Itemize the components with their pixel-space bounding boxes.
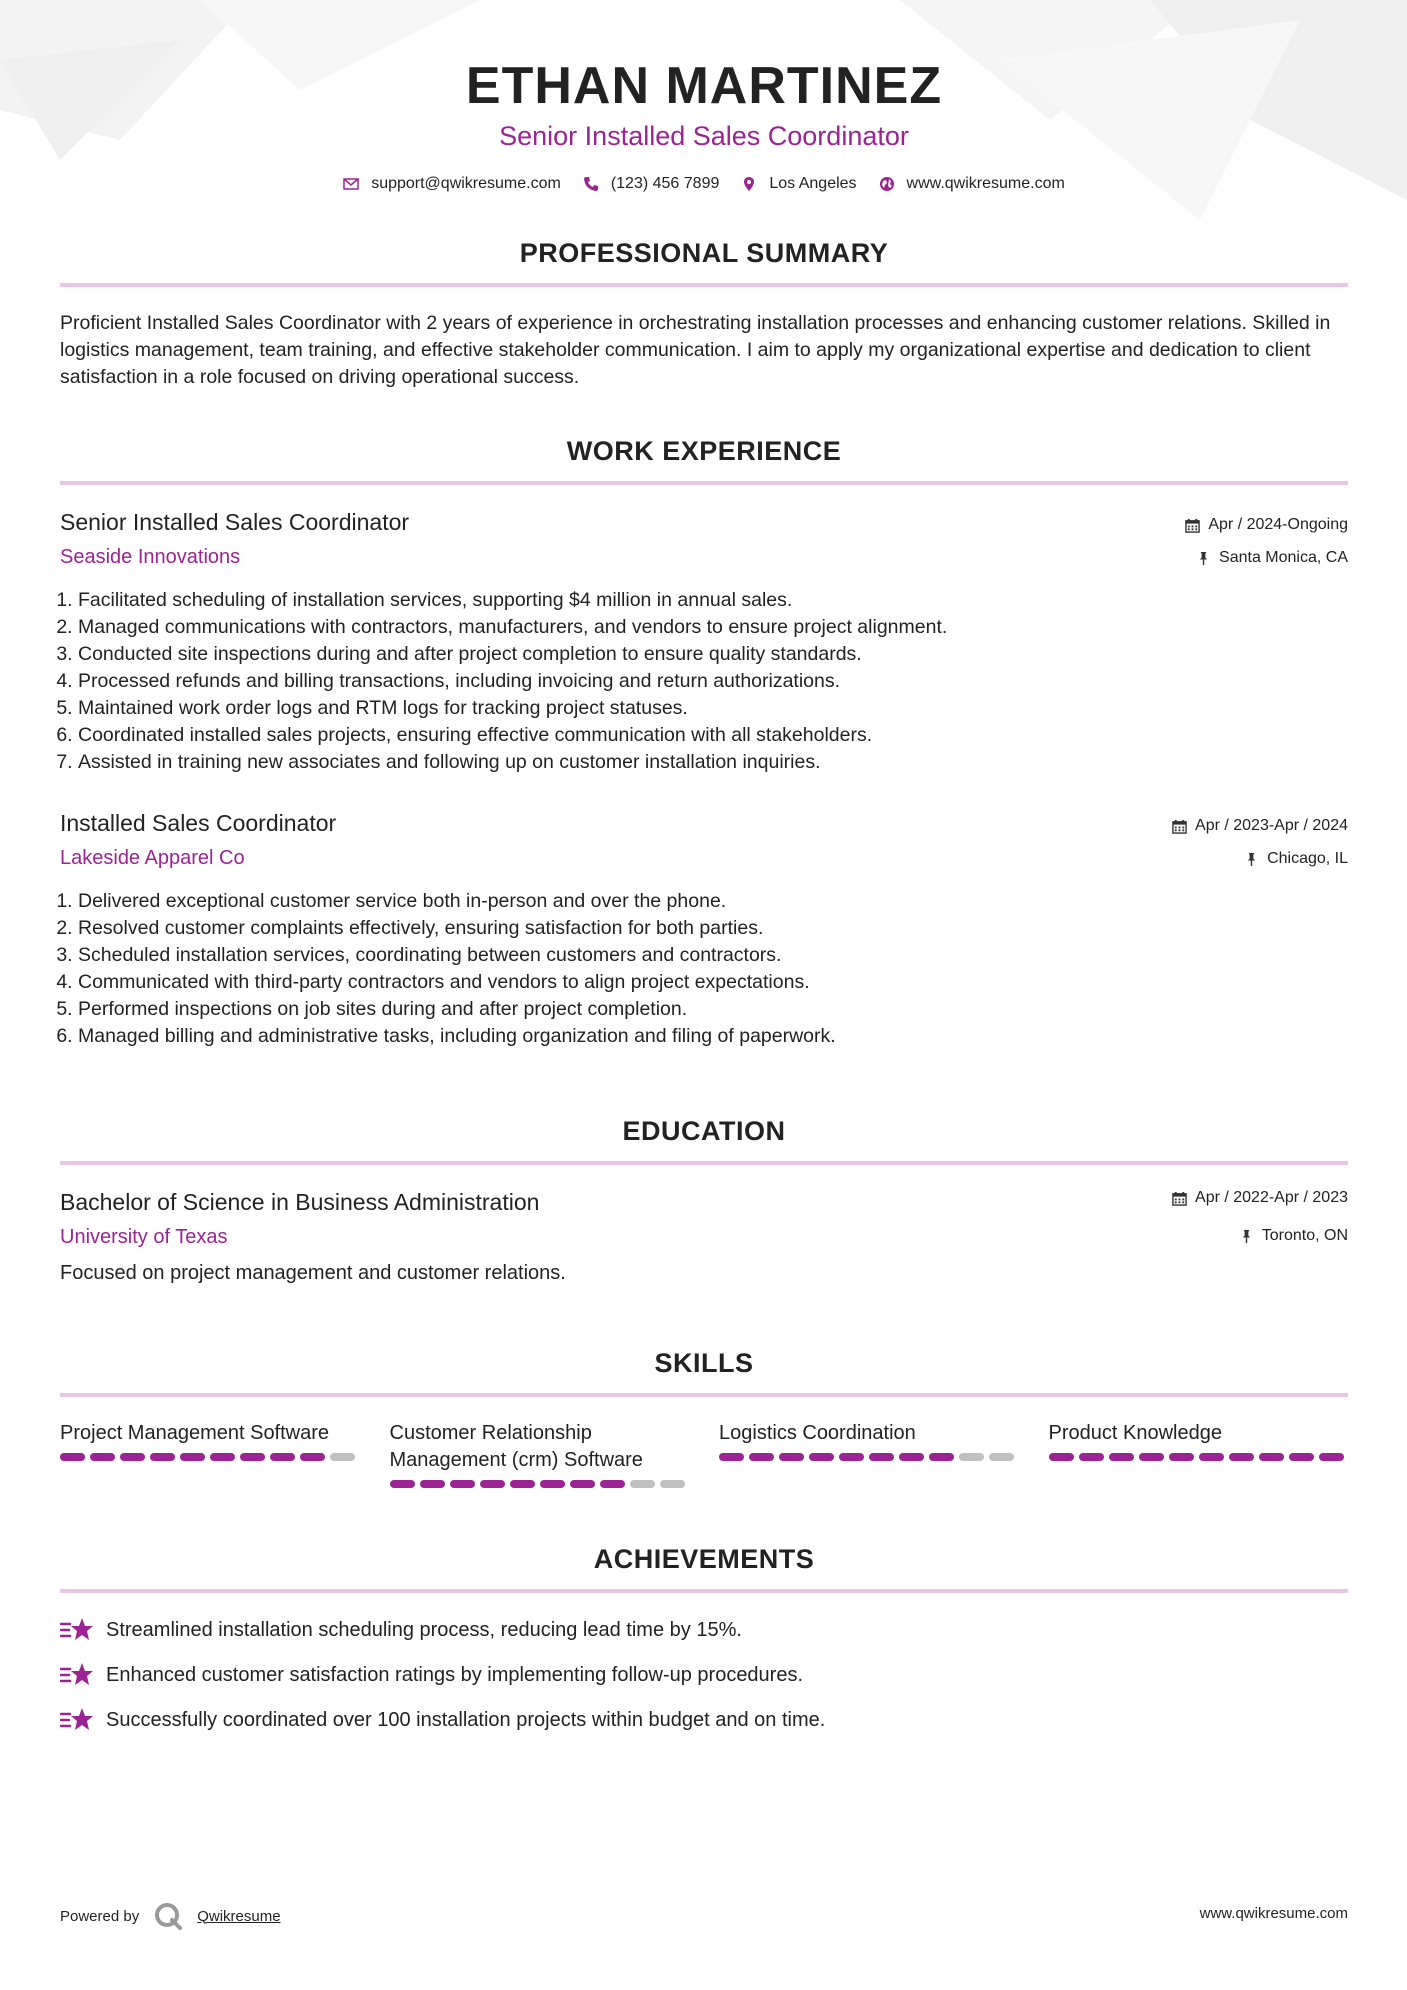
skill-dot-filled xyxy=(450,1480,475,1488)
skill-dot-filled xyxy=(1259,1453,1284,1461)
company-name: Lakeside Apparel Co xyxy=(60,847,245,869)
skill-dot-filled xyxy=(719,1453,744,1461)
achievement-item xyxy=(60,1661,803,1689)
job-dates xyxy=(1185,516,1348,534)
skill-dot-filled xyxy=(570,1480,595,1488)
pushpin-icon xyxy=(1196,551,1211,566)
list-item: 4. Processed refunds and billing transactions, including invoicing and return authorizations. xyxy=(78,668,1338,695)
list-item: 7. Assisted in training new associates and following up on customer installation inquiries. xyxy=(78,749,1338,776)
skill-item xyxy=(390,1420,690,1488)
calendar-icon xyxy=(1172,1191,1187,1206)
website-text: www.qwikresume.com xyxy=(906,175,1065,192)
education-description: Focused on project management and customer relations. xyxy=(60,1262,566,1284)
skill-dot-filled xyxy=(270,1453,295,1461)
footer-website-link[interactable]: www.qwikresume.com xyxy=(1199,1905,1348,1922)
skill-dot-filled xyxy=(60,1453,85,1461)
list-item: 2. Managed communications with contractors, manufacturers, and vendors to ensure project alignment. xyxy=(78,614,1338,641)
skill-dot-filled xyxy=(899,1453,924,1461)
skill-dot-filled xyxy=(929,1453,954,1461)
phone-text: (123) 456 7899 xyxy=(610,175,720,192)
job-location xyxy=(1196,549,1348,567)
skill-rating xyxy=(60,1453,360,1461)
skill-dot-empty xyxy=(330,1453,355,1461)
achievement-item xyxy=(60,1706,825,1734)
contact-website[interactable] xyxy=(879,175,1065,193)
candidate-name: ETHAN MARTINEZ xyxy=(465,57,943,115)
skill-dot-filled xyxy=(210,1453,235,1461)
degree-title: Bachelor of Science in Business Administration xyxy=(60,1189,540,1215)
shooting-star-icon xyxy=(60,1616,94,1644)
skill-dot-filled xyxy=(390,1480,415,1488)
job-title: Senior Installed Sales Coordinator xyxy=(60,509,410,535)
list-item: 5. Performed inspections on job sites during and after project completion. xyxy=(78,996,1338,1023)
list-item: 2. Resolved customer complaints effectively, ensuring satisfaction for both parties. xyxy=(78,915,1338,942)
qwikresume-link[interactable]: Qwikresume xyxy=(197,1907,281,1925)
list-item: 6. Managed billing and administrative tasks, including organization and filing of paperwork. xyxy=(78,1023,1338,1050)
skill-dot-filled xyxy=(120,1453,145,1461)
list-item: 6. Coordinated installed sales projects, ensuring effective communication with all stakeholders. xyxy=(78,722,1338,749)
job-dates xyxy=(1172,817,1348,835)
skill-dot-filled xyxy=(1229,1453,1254,1461)
skill-item xyxy=(719,1420,1019,1488)
skill-dot-filled xyxy=(749,1453,774,1461)
skill-dot-filled xyxy=(1319,1453,1344,1461)
achievement-text: Enhanced customer satisfaction ratings by implementing follow-up procedures. xyxy=(106,1663,804,1686)
skill-dot-empty xyxy=(660,1480,685,1488)
job-responsibilities xyxy=(60,587,1338,776)
education-location xyxy=(1239,1227,1348,1245)
education-heading: EDUCATION xyxy=(622,1116,786,1146)
skill-dot-filled xyxy=(540,1480,565,1488)
list-item: 3. Conducted site inspections during and after project completion to ensure quality standards. xyxy=(78,641,1338,668)
skill-dot-filled xyxy=(869,1453,894,1461)
qwikresume-logo-icon xyxy=(153,1901,183,1931)
skill-dot-filled xyxy=(1109,1453,1134,1461)
skill-item xyxy=(1049,1420,1349,1488)
school-name: University of Texas xyxy=(60,1226,228,1248)
contact-phone[interactable] xyxy=(583,175,720,193)
footer-branding xyxy=(60,1901,281,1931)
list-item: 5. Maintained work order logs and RTM logs for tracking project statuses. xyxy=(78,695,1338,722)
envelope-icon xyxy=(343,176,359,192)
skill-dot-filled xyxy=(1139,1453,1164,1461)
skill-dot-empty xyxy=(630,1480,655,1488)
skill-dot-filled xyxy=(180,1453,205,1461)
calendar-icon xyxy=(1172,819,1187,834)
pushpin-icon xyxy=(1244,852,1259,867)
experience-divider xyxy=(60,481,1348,485)
job-dates-text: Apr / 2024-Ongoing xyxy=(1208,516,1348,533)
achievements-heading: ACHIEVEMENTS xyxy=(593,1544,815,1574)
list-item: 3. Scheduled installation services, coordinating between customers and contractors. xyxy=(78,942,1338,969)
skill-dot-filled xyxy=(779,1453,804,1461)
calendar-icon xyxy=(1185,518,1200,533)
skill-name: Project Management Software xyxy=(60,1422,330,1444)
map-pin-icon xyxy=(741,176,757,192)
skills-list xyxy=(60,1420,1348,1488)
education-location-text: Toronto, ON xyxy=(1261,1227,1348,1244)
skills-divider xyxy=(60,1393,1348,1397)
achievement-item xyxy=(60,1616,742,1644)
experience-heading: WORK EXPERIENCE xyxy=(566,436,842,466)
skill-dot-filled xyxy=(420,1480,445,1488)
education-dates xyxy=(1172,1189,1348,1207)
powered-by-text: Powered by xyxy=(60,1907,140,1925)
pushpin-icon xyxy=(1239,1229,1254,1244)
skill-dot-filled xyxy=(1169,1453,1194,1461)
summary-divider xyxy=(60,283,1348,287)
skill-dot-filled xyxy=(90,1453,115,1461)
job-responsibilities xyxy=(60,888,1338,1050)
education-dates-text: Apr / 2022-Apr / 2023 xyxy=(1195,1189,1348,1206)
achievements-divider xyxy=(60,1589,1348,1593)
company-name: Seaside Innovations xyxy=(60,546,241,568)
skill-item xyxy=(60,1420,360,1488)
job-location-text: Chicago, IL xyxy=(1267,850,1348,867)
skill-dot-filled xyxy=(1079,1453,1104,1461)
contact-bar xyxy=(60,175,1348,193)
skill-dot-filled xyxy=(600,1480,625,1488)
summary-heading: PROFESSIONAL SUMMARY xyxy=(519,238,889,268)
job-dates-text: Apr / 2023-Apr / 2024 xyxy=(1195,817,1348,834)
achievement-text: Streamlined installation scheduling process, reducing lead time by 15%. xyxy=(106,1618,742,1641)
skill-dot-filled xyxy=(240,1453,265,1461)
shooting-star-icon xyxy=(60,1706,94,1734)
phone-icon xyxy=(583,176,599,192)
skill-dot-filled xyxy=(809,1453,834,1461)
list-item: 1. Facilitated scheduling of installation services, supporting $4 million in annual sales. xyxy=(78,587,1338,614)
skill-dot-filled xyxy=(480,1480,505,1488)
skill-rating xyxy=(390,1480,690,1488)
skill-name: Customer Relationship Management (crm) Software xyxy=(389,1422,643,1471)
skill-dot-empty xyxy=(959,1453,984,1461)
candidate-title: Senior Installed Sales Coordinator xyxy=(499,121,909,151)
skill-dot-filled xyxy=(300,1453,325,1461)
skill-dot-filled xyxy=(150,1453,175,1461)
achievement-text: Successfully coordinated over 100 installation projects within budget and on time. xyxy=(106,1708,826,1731)
contact-email[interactable] xyxy=(343,175,561,193)
skill-rating xyxy=(719,1453,1019,1461)
job-location xyxy=(1244,850,1348,868)
job-location-text: Santa Monica, CA xyxy=(1219,549,1348,566)
globe-icon xyxy=(879,176,895,192)
skill-name: Product Knowledge xyxy=(1048,1422,1222,1444)
list-item: 1. Delivered exceptional customer service both in-person and over the phone. xyxy=(78,888,1338,915)
skill-dot-filled xyxy=(839,1453,864,1461)
skill-name: Logistics Coordination xyxy=(719,1422,916,1444)
contact-location xyxy=(741,175,856,193)
skill-dot-filled xyxy=(1199,1453,1224,1461)
skill-dot-filled xyxy=(1289,1453,1314,1461)
location-text: Los Angeles xyxy=(769,175,857,192)
skill-dot-filled xyxy=(510,1480,535,1488)
skill-dot-empty xyxy=(989,1453,1014,1461)
email-text: support@qwikresume.com xyxy=(371,175,561,192)
summary-text: Proficient Installed Sales Coordinator with 2 years of experience in orchestrating installation processes and enhancing customer relations. Skilled in logistics management, team training, and effective stakeholder communication. I aim to apply my organizational expertise and dedication to client satisfaction in a role focused on driving operational success. xyxy=(60,312,1331,388)
list-item: 4. Communicated with third-party contractors and vendors to align project expectations. xyxy=(78,969,1338,996)
job-title: Installed Sales Coordinator xyxy=(60,810,337,836)
shooting-star-icon xyxy=(60,1661,94,1689)
skills-heading: SKILLS xyxy=(654,1348,754,1378)
skill-rating xyxy=(1049,1453,1349,1461)
education-divider xyxy=(60,1161,1348,1165)
skill-dot-filled xyxy=(1049,1453,1074,1461)
